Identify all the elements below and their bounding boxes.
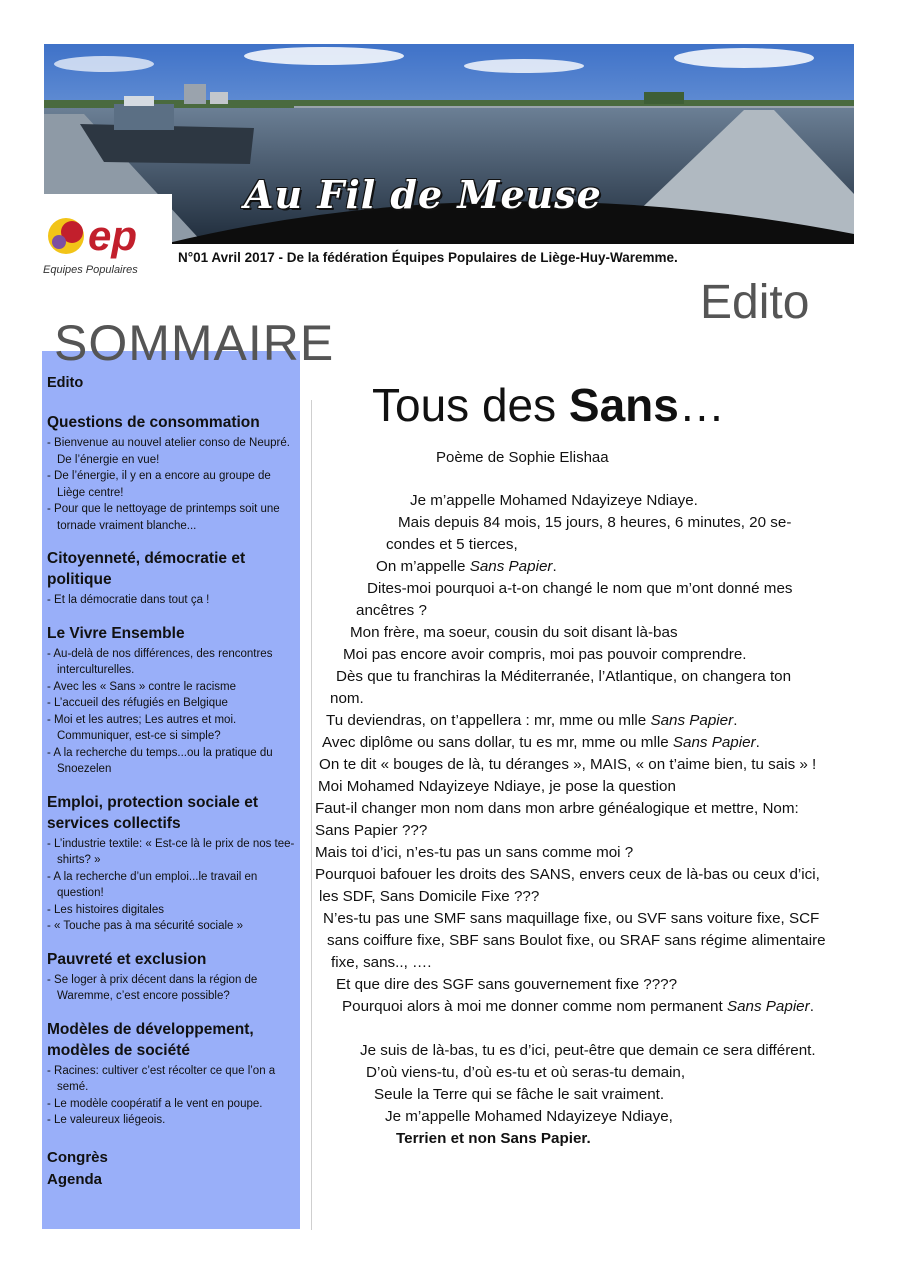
poem-line: Faut-il changer mon nom dans mon arbre généalogique et mettre, Nom: [315,800,799,817]
sommaire-congres: Congrès [47,1148,108,1166]
poem-line: sans coiffure fixe, SBF sans Boulot fixe, ou SRAF sans régime alimentaire [327,932,826,949]
sommaire-first-entry: Edito [47,375,84,391]
poem-line: Moi Mohamed Ndayizeye Ndiaye, je pose la question [318,778,676,795]
sommaire-section [47,412,297,534]
sommaire-section [47,949,297,1005]
poem-line: nom. [330,690,364,707]
sommaire-heading: SOMMAIRE [54,315,335,371]
sommaire-section [47,548,297,609]
poem-line: Seule la Terre qui se fâche le sait vraiment. [374,1086,665,1103]
logo [40,194,172,282]
poem-title [372,378,725,432]
poem-line: ancêtres ? [356,602,427,619]
poem-line: Dès que tu franchiras la Méditerranée, l’Atlantique, on changera ton [336,668,792,685]
poem-line-final: Terrien et non Sans Papier. [396,1130,591,1147]
poem-line: Mon frère, ma soeur, cousin du soit disant là-bas [350,624,678,641]
poem-line: Moi pas encore avoir compris, moi pas pouvoir comprendre. [343,646,747,663]
poem-line: D’où viens-tu, d’où es-tu et où seras-tu demain, [366,1064,686,1081]
poem-line: Je m’appelle Mohamed Ndayizeye Ndiaye, [385,1108,673,1125]
section-item: - De l’énergie, il y en a encore au groupe de Liège centre! [47,470,271,499]
section-item: - « Touche pas à ma sécurité sociale » [47,920,244,932]
poem-author: Poème de Sophie Elishaa [436,449,609,466]
sommaire-sidebar [42,351,300,1229]
section-item: - A la recherche d’un emploi...le travail en question! [47,870,258,899]
section-item: - Racines: cultiver c’est récolter ce que l’on a semé. [47,1064,276,1093]
section-item: - Et la démocratie dans tout ça ! [47,594,210,606]
ep-logo-icon [44,208,168,264]
section-item: - A la recherche du temps...ou la pratique du Snoezelen [47,746,273,775]
section-item: - Le modèle coopératif a le vent en poupe. [47,1097,263,1110]
poem-line: On te dit « bouges de là, tu déranges », MAIS, « on t’aime bien, tu sais » ! [319,756,817,773]
issue-line: N°01 Avril 2017 - De la fédération Équipes Populaires de Liège-Huy-Waremme. [178,250,678,265]
poem-title-plain: Tous des [372,379,569,431]
section-item: - Le valeureux liégeois. [47,1114,166,1126]
sommaire-section [47,1019,297,1129]
section-title: Questions de consommation [47,414,260,431]
poem-line: Tu deviendras, on t’appellera : mr, mme ou mlle Sans Papier. [326,712,738,729]
section-item: - Bienvenue au nouvel atelier conso de Neupré. De l’énergie en vue! [47,437,290,466]
poem-line: Pourquoi alors à moi me donner comme nom permanent Sans Papier. [342,998,814,1015]
poem-line: Mais toi d’ici, n’es-tu pas un sans comme moi ? [315,844,634,861]
poem-line: On m’appelle Sans Papier. [376,558,557,575]
poem-line: Je m’appelle Mohamed Ndayizeye Ndiaye. [410,492,698,509]
section-title: Modèles de développement, modèles de société [47,1020,254,1059]
section-title: Emploi, protection sociale et services collectifs [47,793,259,832]
column-divider [311,400,312,1230]
poem-line: Sans Papier ??? [315,822,428,839]
section-item: - L’industrie textile: « Est-ce là le prix de nos tee-shirts? » [47,837,295,866]
poem-line: N’es-tu pas une SMF sans maquillage fixe, ou SVF sans voiture fixe, SCF [323,910,820,927]
poem-line: Et que dire des SGF sans gouvernement fixe ???? [336,976,678,993]
section-item: - L’accueil des réfugiés en Belgique [47,697,228,709]
section-title: Citoyenneté, démocratie et politique [47,550,246,588]
section-item: - Pour que le nettoyage de printemps soit une tornade vraiment blanche... [47,503,280,532]
poem-line: les SDF, Sans Domicile Fixe ??? [319,888,540,905]
poem-line: condes et 5 tierces, [386,536,518,553]
section-item: - Moi et les autres; Les autres et moi. Communiquer, est-ce si simple? [47,713,237,742]
sommaire-agenda: Agenda [47,1170,103,1188]
section-item: - Avec les « Sans » contre le racisme [47,680,236,693]
poem-line: Je suis de là-bas, tu es d’ici, peut-être que demain ce sera différent. [360,1042,816,1059]
poem-line: Mais depuis 84 mois, 15 jours, 8 heures, 6 minutes, 20 se- [398,514,792,531]
sommaire-section [47,623,297,778]
poem-title-tail: … [678,379,725,431]
sommaire-section [47,792,297,935]
section-item: - Les histoires digitales [47,903,164,916]
section-item: - Se loger à prix décent dans la région de Waremme, c’est encore possible? [47,973,258,1002]
section-item: - Au-delà de nos différences, des rencontres interculturelles. [47,647,273,676]
logo-caption: Equipes Populaires [43,264,138,276]
poem-line: Dites-moi pourquoi a-t-on changé le nom que m’ont donné mes [367,580,793,597]
poem-line: Pourquoi bafouer les droits des SANS, envers ceux de là-bas ou ceux d’ici, [315,866,820,883]
section-title: Le Vivre Ensemble [47,624,185,642]
poem-line: fixe, sans.., …. [331,954,432,971]
section-title: Pauvreté et exclusion [47,950,207,968]
poem-title-bold: Sans [568,379,679,431]
edito-heading: Edito [700,276,810,329]
logo-mark: ep [88,212,138,259]
poem-line: Avec diplôme ou sans dollar, tu es mr, mme ou mlle Sans Papier. [322,734,760,751]
banner-title: Au Fil de Meuse [244,172,602,217]
